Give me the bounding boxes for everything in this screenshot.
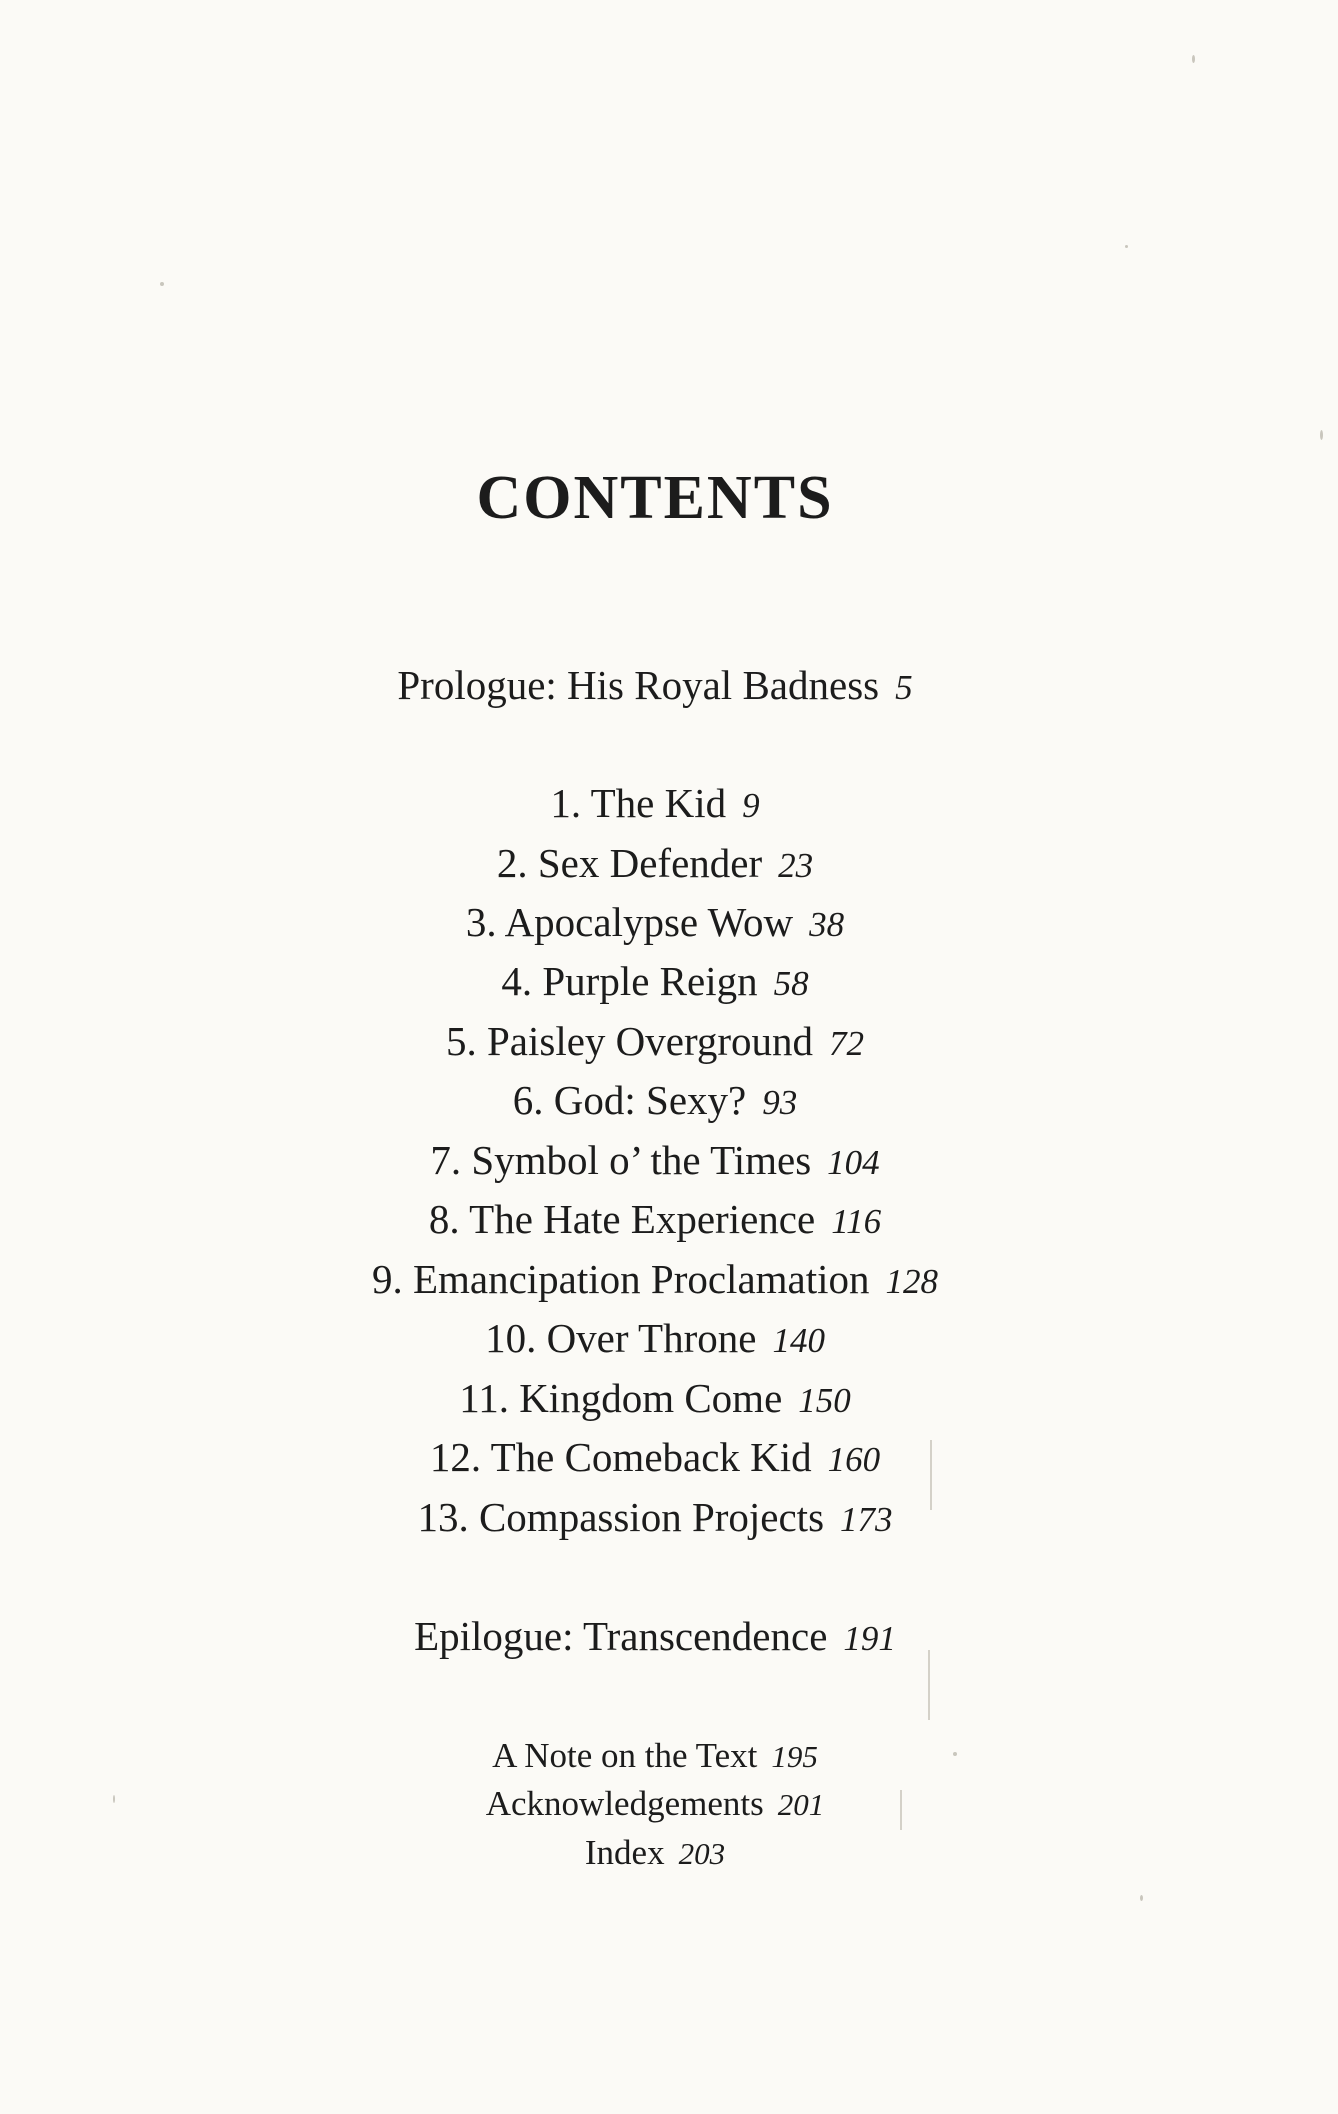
- paper-speck: [1192, 55, 1195, 63]
- toc-entry-title: 7. Symbol o’ the Times: [430, 1137, 812, 1183]
- toc-entry-page: 72: [829, 1024, 865, 1063]
- toc-entry-title: 6. God: Sexy?: [512, 1077, 747, 1123]
- toc-entry-page: 140: [772, 1321, 825, 1360]
- toc-entry-page: 191: [843, 1619, 896, 1658]
- paper-speck: [1125, 245, 1128, 248]
- toc-entry-title: Prologue: His Royal Badness: [397, 662, 880, 708]
- toc-entry-title: 12. The Comeback Kid: [429, 1434, 812, 1480]
- toc-entry-title: 4. Purple Reign: [501, 958, 758, 1004]
- paper-speck: [1140, 1895, 1143, 1901]
- toc-entry-page: 203: [678, 1836, 726, 1871]
- toc-entry-title: Epilogue: Transcendence: [414, 1613, 828, 1659]
- toc-entry-chapter-5: [0, 1015, 1310, 1070]
- toc-entry-page: 173: [840, 1500, 893, 1539]
- toc-entry-page: 116: [831, 1202, 882, 1241]
- toc-entry-chapter-2: [0, 837, 1310, 892]
- paper-speck: [113, 1795, 115, 1803]
- toc-entry-prologue: [0, 659, 1310, 714]
- toc-entry-chapter-7: [0, 1134, 1310, 1189]
- toc-entry-chapter-8: [0, 1193, 1310, 1248]
- paper-speck: [953, 1752, 957, 1756]
- toc-entry-title: A Note on the Text: [492, 1736, 758, 1775]
- toc-entry-epilogue: [0, 1610, 1310, 1665]
- paper-scratch: [900, 1790, 902, 1830]
- toc-entry-page: 9: [742, 786, 760, 825]
- toc-entry-title: 10. Over Throne: [485, 1315, 757, 1361]
- toc-entry-title: 1. The Kid: [550, 780, 727, 826]
- toc-entry-title: 13. Compassion Projects: [417, 1494, 825, 1540]
- toc-entry-page: 201: [777, 1787, 825, 1822]
- toc-entry-page: 195: [771, 1739, 818, 1774]
- toc-entry-chapter-4: [0, 955, 1310, 1010]
- toc-entry-title: 9. Emancipation Proclamation: [371, 1256, 870, 1302]
- toc-entry-title: 11. Kingdom Come: [459, 1375, 783, 1421]
- toc-entry-page: 128: [885, 1262, 939, 1301]
- toc-entry-page: 23: [778, 846, 814, 885]
- toc-entry-title: 5. Paisley Overground: [445, 1018, 814, 1064]
- toc-entry-page: 104: [827, 1143, 880, 1182]
- toc-entry-title: Acknowledgements: [485, 1784, 764, 1823]
- toc-entry-chapter-10: [0, 1312, 1310, 1367]
- toc-entry-chapter-11: [0, 1372, 1310, 1427]
- paper-scratch: [928, 1650, 930, 1720]
- toc-entry-chapter-3: [0, 896, 1310, 951]
- toc-entry-page: 150: [798, 1381, 851, 1420]
- toc-entry-chapter-9: [0, 1253, 1310, 1308]
- toc-entry-chapter-13: [0, 1491, 1310, 1546]
- toc-entry-page: 38: [809, 905, 845, 944]
- page-title: CONTENTS: [476, 464, 834, 532]
- toc-entry-title: 8. The Hate Experience: [428, 1196, 816, 1242]
- toc-entry-acknowledgements: [0, 1781, 1310, 1828]
- toc-entry-chapter-6: [0, 1074, 1310, 1129]
- toc-entry-note-on-text: [0, 1733, 1310, 1780]
- paper-speck: [1320, 430, 1323, 440]
- toc-entry-title: 3. Apocalypse Wow: [465, 899, 794, 945]
- toc-entry-page: 5: [895, 668, 913, 707]
- toc-entry-chapter-12: [0, 1431, 1310, 1486]
- toc-entry-page: 160: [827, 1440, 881, 1479]
- toc-entry-title: 2. Sex Defender: [496, 840, 763, 886]
- toc-entry-page: 58: [773, 964, 809, 1003]
- paper-scratch: [930, 1440, 932, 1510]
- paper-speck: [160, 282, 164, 286]
- toc-entry-chapter-1: [0, 777, 1310, 832]
- toc-entry-index: [0, 1830, 1310, 1877]
- toc-entry-page: 93: [762, 1083, 798, 1122]
- toc-entry-title: Index: [584, 1833, 665, 1872]
